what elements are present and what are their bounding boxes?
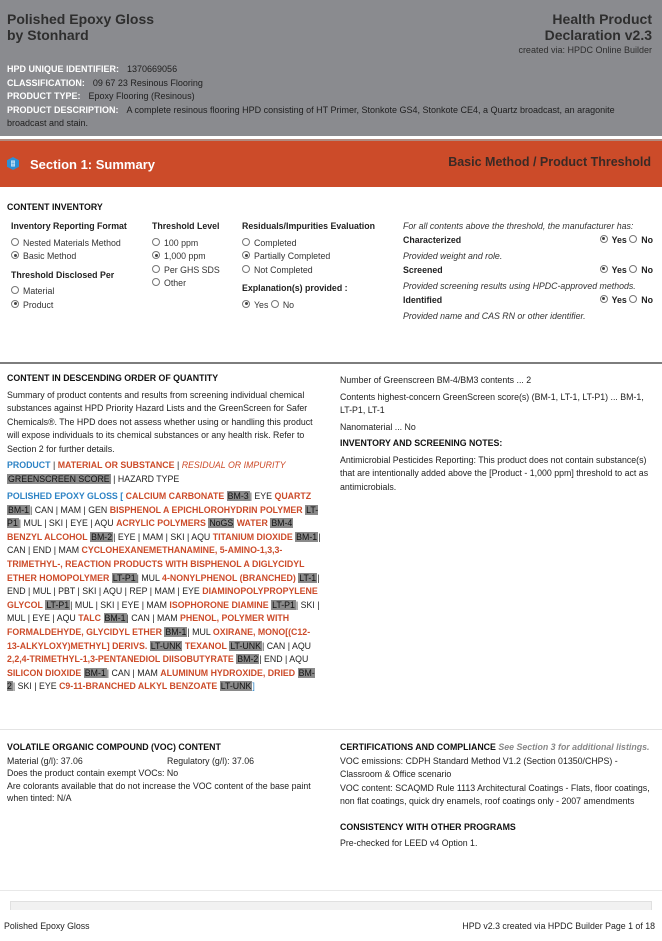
greenscreen-score: BM-1 <box>165 626 187 637</box>
voc-colorants: Are colorants available that do not increase the VOC content of the base paint when tinted: N/A <box>7 780 311 803</box>
greenscreen-score: BM-2 <box>237 654 259 665</box>
option-label: Yes <box>611 264 627 275</box>
residuals-label: Residuals/Impurities Evaluation <box>242 221 375 231</box>
radio-button[interactable] <box>11 238 19 246</box>
substance-name: WATER <box>236 518 268 529</box>
cert-see-note: See Section 3 for additional listings. <box>498 742 650 752</box>
consistency-text: Pre-checked for LEED v4 Option 1. <box>340 838 478 848</box>
substance-name: BISPHENOL A EPICHLOROHYDRIN POLYMER <box>109 504 303 515</box>
product-name-entry: POLISHED EPOXY GLOSS [ <box>7 491 124 501</box>
greenscreen-score: LT-P1 <box>7 504 319 529</box>
cert-item: VOC emissions: CDPH Standard Method V1.2 (Section 01350/CHPS) - Classroom & Office scenario <box>340 755 618 779</box>
option-label: Yes <box>611 294 627 305</box>
radio-no[interactable] <box>629 295 637 303</box>
manufacturer-name: by Stonhard <box>7 27 89 43</box>
radio-not-completed[interactable] <box>242 264 375 278</box>
greenscreen-score: BM-3 <box>227 491 249 501</box>
substance-name: ACRYLIC POLYMERS <box>116 518 206 529</box>
hazard-types: MUL | SKI | EYE | AQU <box>23 518 114 529</box>
substance-name: OXIRANE, MONO[(C12-13-ALKYLOXY)METHYL] DERIVS. <box>7 626 311 651</box>
option-label: No <box>282 299 295 310</box>
option-label: No <box>641 234 653 245</box>
product-name: Polished Epoxy Gloss <box>7 11 155 27</box>
document-header <box>0 0 662 136</box>
contents-summary: Summary of product contents and results from screening individual chemical substances against HPD Priority Hazard Lists and the GreenScreen for Safer Chemicals®. The HPD does not assess whether using or handling this product will expose individuals to its chemical substances or any health risk. Refer to Section 2 for further details. <box>7 389 313 454</box>
nanomaterial: Nanomaterial ... No <box>340 421 416 432</box>
field-product-type <box>7 90 654 104</box>
greenscreen-score: BM-2 <box>91 531 113 542</box>
greenscreen-score: LT-UNK <box>220 681 252 692</box>
criteria-characterized <box>403 234 653 248</box>
substance-name: CALCIUM CARBONATE <box>125 491 225 501</box>
criteria-note: Provided name and CAS RN or other identifier. <box>403 311 586 321</box>
radio-button[interactable] <box>242 265 250 273</box>
notes-title: INVENTORY AND SCREENING NOTES: <box>340 438 503 448</box>
hazard-types: EYE | MAM | SKI | AQU <box>117 531 211 542</box>
substance-name: TALC <box>78 613 102 624</box>
doc-title-line1: Health Product <box>552 11 652 27</box>
cert-item: VOC content: SCAQMD Rule 1113 Architectural Coatings - Flats, floor coatings, non flat coatings, quick dry enamels, roof coatings only - 2007 amendments <box>340 782 650 806</box>
greenscreen-score: LT-1 <box>299 572 317 583</box>
option-label: Other <box>164 278 187 288</box>
greenscreen-score: NoGS <box>209 518 234 529</box>
substance-name: CYCLOHEXANEMETHANAMINE, 5-AMINO-1,3,3-TRIMETHYL-, REACTION PRODUCTS WITH BISPHENOL A DIGLYCIDYL ETHER HOMOPOLYMER <box>7 545 305 583</box>
contents-column <box>7 372 321 694</box>
greenscreen-score: LT-P1 <box>112 572 136 583</box>
document-type <box>545 11 652 43</box>
radio-yes-selected[interactable] <box>600 295 608 303</box>
option-label: Basic Method <box>23 251 77 261</box>
substance-name: 2,2,4-TRIMETHYL-1,3-PENTANEDIOL DIISOBUTYRATE <box>7 654 234 665</box>
field-identifier <box>7 63 654 77</box>
option-label: Not Completed <box>254 264 313 275</box>
radio-button-selected[interactable] <box>242 251 250 259</box>
voc-content <box>7 741 327 805</box>
threshold-disclosed-label: Threshold Disclosed Per <box>11 269 115 280</box>
radio-completed[interactable] <box>242 237 375 251</box>
criteria-note: Provided screening results using HPDC-approved methods. <box>403 281 636 291</box>
threshold-level-group <box>152 220 220 291</box>
section-divider <box>0 729 662 730</box>
radio-button[interactable] <box>152 265 160 273</box>
option-label: Nested Materials Method <box>23 237 121 248</box>
footer-bar <box>10 901 652 910</box>
explanation-label: Explanation(s) provided : <box>242 283 348 293</box>
field-description <box>7 104 654 131</box>
radio-100ppm[interactable] <box>152 237 220 251</box>
substance-name: C9-11-BRANCHED ALKYL BENZOATE <box>59 681 218 692</box>
field-value: A complete resinous flooring HPD consisting of HT Primer, Stonkote GS4, Stonkote CE4, a Quartz broadcast, an aragonite broadcast and stain. <box>7 104 615 128</box>
highest-concern: Contents highest-concern GreenScreen score(s) (BM-1, LT-1, LT-P1) ... BM-1, LT-P1, LT-1 <box>340 391 644 415</box>
footer-divider <box>0 890 662 891</box>
substance-name: DIAMINOPOLYPROPYLENE GLYCOL <box>7 586 318 610</box>
field-value: Epoxy Flooring (Resinous) <box>88 91 195 101</box>
option-label: 1,000 ppm <box>164 251 206 261</box>
document-hexagon-icon <box>7 157 19 170</box>
hazard-types: EYE <box>254 491 273 501</box>
option-label: 100 ppm <box>164 237 199 248</box>
radio-button[interactable] <box>152 238 160 246</box>
reporting-format-label: Inventory Reporting Format <box>11 221 127 231</box>
explanation-radios <box>242 299 375 313</box>
radio-button[interactable] <box>152 278 160 286</box>
legend-greenscreen: GREENSCREEN SCORE <box>8 473 110 484</box>
greenscreen-score: LT-UNK <box>230 640 261 651</box>
greenscreen-score: LT-P1 <box>46 599 70 610</box>
substance-name: BENZYL ALCOHOL <box>7 531 88 542</box>
legend-product: PRODUCT <box>7 460 51 470</box>
radio-button-selected[interactable] <box>152 251 160 259</box>
residuals-group <box>242 220 375 312</box>
legend-material: MATERIAL OR SUBSTANCE <box>57 460 175 470</box>
greenscreen-score: BM-1 <box>8 504 30 515</box>
voc-material: Material (g/l): 37.06 <box>7 755 83 766</box>
option-label: Material <box>23 286 55 296</box>
hazard-types: MUL <box>141 572 160 583</box>
criteria-intro: For all contents above the threshold, the manufacturer has: <box>403 221 634 231</box>
hazard-types: MUL | SKI | EYE | MAM <box>74 599 167 610</box>
legend-hazard: HAZARD TYPE <box>117 473 180 484</box>
radio-yes-selected[interactable] <box>600 265 608 273</box>
radio-yes-selected[interactable] <box>600 235 608 243</box>
section-banner <box>0 139 662 187</box>
bm4-count: Number of Greenscreen BM-4/BM3 contents ... 2 <box>340 375 532 385</box>
substance-name: SILICON DIOXIDE <box>7 667 82 678</box>
hazard-types: CAN | END | MAM <box>7 545 80 556</box>
greenscreen-score: BM-1 <box>104 613 126 624</box>
hazard-types: SKI | EYE <box>17 681 57 692</box>
hazard-types: CAN | MAM | GEN <box>34 504 108 515</box>
radio-no[interactable] <box>271 300 279 308</box>
legend-separator: | <box>174 460 182 470</box>
option-label: Completed <box>254 237 297 248</box>
radio-other[interactable] <box>152 277 220 291</box>
content-inventory-title: CONTENT INVENTORY <box>7 202 103 212</box>
option-label: Partially Completed <box>254 251 331 261</box>
voc-exempt: Does the product contain exempt VOCs: No <box>7 768 179 778</box>
option-label: No <box>641 294 653 305</box>
criteria-note: Provided weight and role. <box>403 251 503 261</box>
substance-name: ALUMINUM HYDROXIDE, DRIED <box>160 667 296 678</box>
cert-title: CERTIFICATIONS AND COMPLIANCE <box>340 742 496 752</box>
greenscreen-score: BM-1 <box>296 531 318 542</box>
radio-yes-selected[interactable] <box>242 300 250 308</box>
legend-separator: | <box>110 473 118 484</box>
substance-name: QUARTZ <box>274 491 312 501</box>
product-close-bracket: ] <box>252 681 255 692</box>
voc-regulatory: Regulatory (g/l): 37.06 <box>167 755 255 766</box>
greenscreen-score: BM-2 <box>7 667 315 692</box>
criteria-label: Characterized <box>403 234 462 245</box>
criteria-identified <box>403 294 653 308</box>
footer-page-info: HPD v2.3 created via HPDC Builder Page 1 of 18 <box>462 921 655 931</box>
section-title: Section 1: Summary <box>30 157 155 172</box>
radio-product[interactable] <box>11 299 127 313</box>
legend-separator: | <box>50 460 58 470</box>
substance-name: TITANIUM DIOXIDE <box>212 531 293 542</box>
radio-partially-completed[interactable] <box>242 250 375 264</box>
created-via: created via: HPDC Online Builder <box>518 45 652 55</box>
section-method: Basic Method / Product Threshold <box>448 155 651 169</box>
field-key: PRODUCT TYPE: <box>7 91 81 101</box>
option-label: Per GHS SDS <box>164 264 220 275</box>
hazard-types: SKI | MUL | EYE | AQU <box>7 599 320 624</box>
greenscreen-score: BM-4 <box>271 518 293 529</box>
substance-list: POLISHED EPOXY GLOSS [ CALCIUM CARBONATE BM-3| EYE QUARTZ BM-1| CAN | MAM | GEN BISPHENOL A EPICHLOROHYDRIN POLYMER LT-P1| MUL | SKI | EYE | AQU ACRYLIC POLYMERS NoGS WATER BM-4 BENZYL ALCOHOL BM-2| EYE | MAM | SKI | AQU TITANIUM DIOXIDE BM-1| CAN | END | MAM CYCLOHEXANEMETHANAMINE, 5-AMINO-1,3,3-TRIMETHYL-, REACTION PRODUCTS WITH BISPHENOL A DIGLYCIDYL ETHER HOMOPOLYMER LT-P1| MUL 4-NONYLPHENOL (BRANCHED) LT-1| END | MUL | PBT | SKI | AQU | REP | MAM | EYE DIAMINOPOLYPROPYLENE GLYCOL LT-P1| MUL | SKI | EYE | MAM ISOPHORONE DIAMINE LT-P1| SKI | MUL | EYE | AQU TALC BM-1| CAN | MAM PHENOL, POLYMER WITH FORMALDEHYDE, GLYCIDYL ETHER BM-1| MUL OXIRANE, MONO[(C12-13-ALKYLOXY)METHYL] DERIVS. LT-UNK TEXANOL LT-UNK| CAN | AQU 2,2,4-TRIMETHYL-1,3-PENTANEDIOL DIISOBUTYRATE BM-2| END | AQU SILICON DIOXIDE BM-1| CAN | MAM ALUMINUM HYDROXIDE, DRIED BM-2| SKI | EYE C9-11-BRANCHED ALKYL BENZOATE LT-UNK] <box>7 491 321 692</box>
hazard-types: END | AQU <box>264 654 309 665</box>
hazard-types: END | MUL | PBT | SKI | AQU | REP | MAM | EYE <box>7 586 200 597</box>
manufacturer-criteria <box>403 220 653 324</box>
radio-basic-method[interactable] <box>11 250 127 264</box>
legend <box>7 459 321 486</box>
radio-no[interactable] <box>629 235 637 243</box>
option-label: Yes <box>611 234 627 245</box>
legend-residual: RESIDUAL OR IMPURITY <box>181 460 286 470</box>
footer-product-name: Polished Epoxy Gloss <box>4 921 90 931</box>
field-key: PRODUCT DESCRIPTION: <box>7 104 119 115</box>
substance-name: PHENOL, POLYMER WITH FORMALDEHYDE, GLYCIDYL ETHER <box>7 613 290 637</box>
section-divider <box>0 362 662 364</box>
criteria-label: Screened <box>403 264 443 275</box>
option-label: Yes <box>254 299 269 310</box>
field-key: HPD UNIQUE IDENTIFIER: <box>7 64 120 74</box>
field-value: 1370669056 <box>127 64 178 74</box>
radio-button-selected[interactable] <box>11 300 19 308</box>
radio-nested-materials[interactable] <box>11 237 127 251</box>
hazard-types: CAN | AQU <box>266 640 312 651</box>
hazard-types: MUL <box>192 626 211 637</box>
radio-no[interactable] <box>629 265 637 273</box>
header-fields <box>7 63 654 131</box>
field-key: CLASSIFICATION: <box>7 77 85 88</box>
radio-per-ghs-sds[interactable] <box>152 264 220 278</box>
greenscreen-score: LT-P1 <box>272 599 295 610</box>
voc-values <box>7 755 327 768</box>
hazard-types: CAN | MAM <box>111 667 158 678</box>
radio-button-selected[interactable] <box>11 251 19 259</box>
radio-1000ppm[interactable] <box>152 250 220 264</box>
field-value: 09 67 23 Resinous Flooring <box>92 77 203 88</box>
certifications <box>340 741 654 851</box>
reporting-format-group <box>11 220 127 312</box>
threshold-level-label: Threshold Level <box>152 221 220 231</box>
radio-material[interactable] <box>11 285 127 299</box>
option-label: No <box>641 264 653 275</box>
field-classification <box>7 77 654 91</box>
substance-name: 4-NONYLPHENOL (BRANCHED) <box>162 572 296 583</box>
radio-button[interactable] <box>242 238 250 246</box>
product-title <box>7 11 154 43</box>
greenscreen-score: BM-1 <box>84 667 106 678</box>
radio-button[interactable] <box>11 286 19 294</box>
contents-title: CONTENT IN DESCENDING ORDER OF QUANTITY <box>7 373 219 383</box>
option-label: Product <box>23 299 54 310</box>
doc-title-line2: Declaration v2.3 <box>544 27 652 43</box>
greenscreen-score: LT-UNK <box>150 640 182 651</box>
substance-name: TEXANOL <box>184 640 227 651</box>
substance-name: ISOPHORONE DIAMINE <box>169 599 269 610</box>
consistency-title: CONSISTENCY WITH OTHER PROGRAMS <box>340 821 516 832</box>
notes-text: Antimicrobial Pesticides Reporting: This product does not contain substance(s) that are intentionally added above the [Product - 1,000 ppm] threshold to act as antimicrobials. <box>340 454 649 492</box>
screening-stats <box>340 372 654 497</box>
voc-title: VOLATILE ORGANIC COMPOUND (VOC) CONTENT <box>7 742 221 752</box>
criteria-screened <box>403 264 653 278</box>
hazard-types: CAN | MAM <box>131 613 178 624</box>
criteria-label: Identified <box>403 294 443 305</box>
